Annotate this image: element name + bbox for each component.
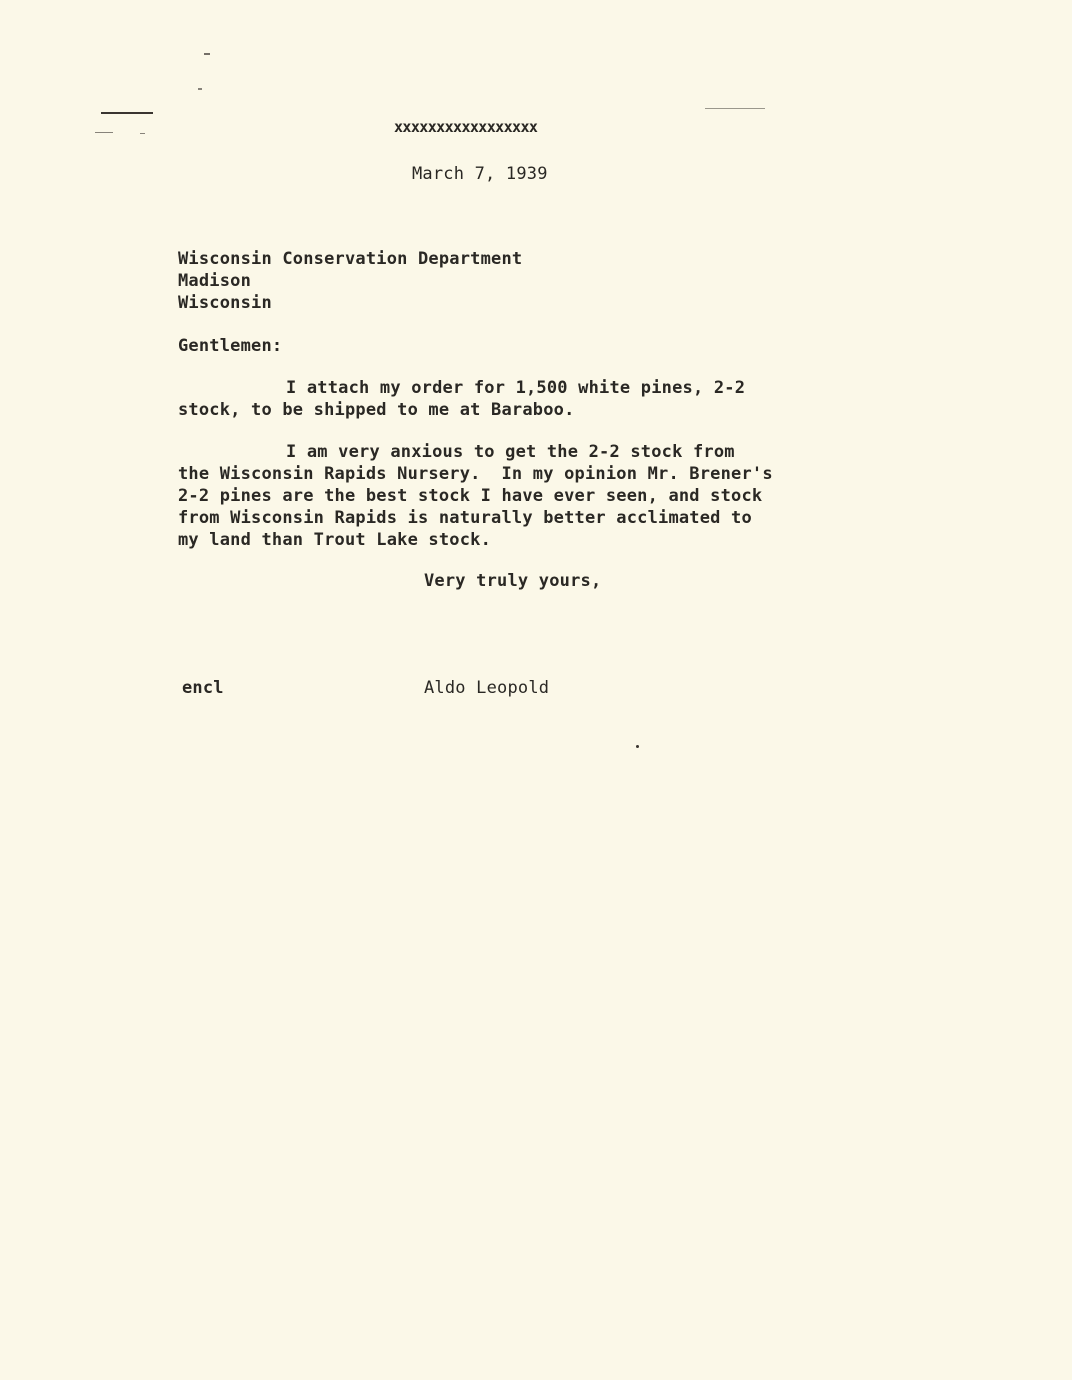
margin-mark — [705, 108, 765, 109]
paragraph-2-line-5: my land than Trout Lake stock. — [178, 530, 492, 550]
signature-name: Aldo Leopold — [424, 678, 550, 698]
enclosure-note: encl — [182, 678, 224, 698]
margin-mark — [204, 53, 210, 55]
recipient-line-3: Wisconsin — [178, 293, 272, 313]
paragraph-1-line-1: I attach my order for 1,500 white pines, 2-2 — [286, 378, 746, 398]
recipient-line-2: Madison — [178, 271, 252, 291]
margin-mark — [140, 133, 145, 134]
header-strikeout: xxxxxxxxxxxxxxxxx — [394, 118, 538, 136]
margin-mark — [101, 112, 153, 114]
closing: Very truly yours, — [424, 571, 602, 591]
letter-date: March 7, 1939 — [412, 164, 548, 184]
margin-mark — [636, 745, 639, 748]
paragraph-2-line-2: the Wisconsin Rapids Nursery. In my opinion Mr. Brener's — [178, 464, 773, 484]
paragraph-2-line-4: from Wisconsin Rapids is naturally better acclimated to — [178, 508, 752, 528]
paragraph-1-line-2: stock, to be shipped to me at Baraboo. — [178, 400, 575, 420]
recipient-line-1: Wisconsin Conservation Department — [178, 249, 523, 269]
margin-mark — [95, 132, 113, 133]
margin-mark — [198, 88, 202, 90]
paragraph-2-line-3: 2-2 pines are the best stock I have ever seen, and stock — [178, 486, 763, 506]
salutation: Gentlemen: — [178, 336, 283, 356]
paragraph-2-line-1: I am very anxious to get the 2-2 stock from — [286, 442, 735, 462]
